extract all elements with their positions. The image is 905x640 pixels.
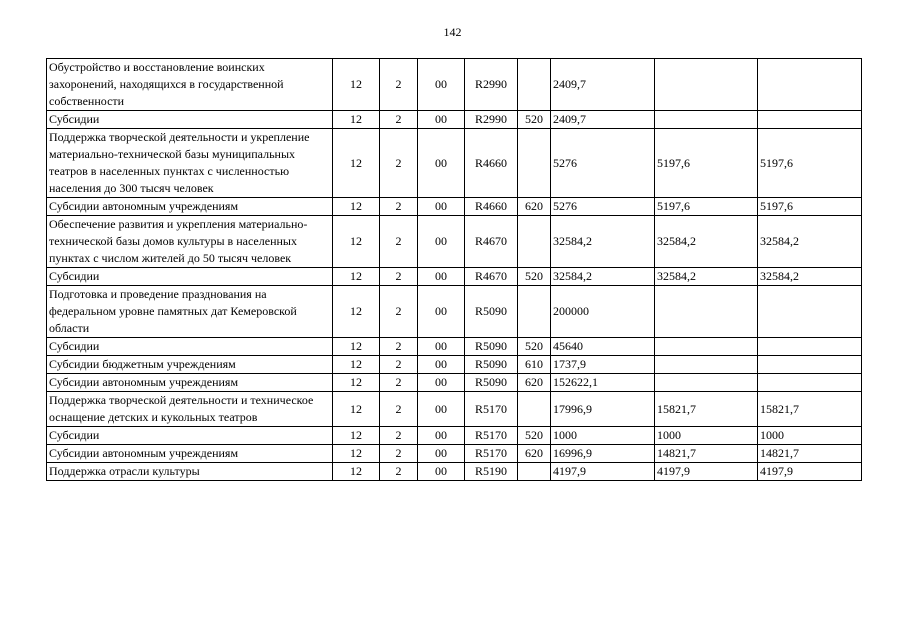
program-code: 00	[418, 374, 465, 392]
target-code: R4660	[465, 198, 518, 216]
amount-year-1: 16996,9	[551, 445, 655, 463]
table-row	[47, 445, 862, 463]
program-code: 00	[418, 216, 465, 268]
budget-table-body	[47, 59, 862, 481]
budget-table	[46, 58, 862, 481]
amount-year-2	[655, 338, 758, 356]
amount-year-3: 5197,6	[758, 198, 862, 216]
row-name: Поддержка творческой деятельности и техническое оснащение детских и кукольных театров	[47, 392, 333, 427]
section-code: 12	[333, 445, 380, 463]
row-name: Поддержка отрасли культуры	[47, 463, 333, 481]
subsection-code: 2	[380, 463, 418, 481]
target-code: R2990	[465, 59, 518, 111]
subsection-code: 2	[380, 374, 418, 392]
expense-type-code: 620	[518, 198, 551, 216]
amount-year-3: 4197,9	[758, 463, 862, 481]
row-name: Субсидии	[47, 427, 333, 445]
program-code: 00	[418, 268, 465, 286]
subsection-code: 2	[380, 216, 418, 268]
target-code: R5190	[465, 463, 518, 481]
section-code: 12	[333, 268, 380, 286]
row-name: Субсидии автономным учреждениям	[47, 374, 333, 392]
expense-type-code	[518, 286, 551, 338]
subsection-code: 2	[380, 129, 418, 198]
amount-year-1: 4197,9	[551, 463, 655, 481]
table-row	[47, 392, 862, 427]
section-code: 12	[333, 427, 380, 445]
amount-year-3: 32584,2	[758, 216, 862, 268]
table-row	[47, 356, 862, 374]
target-code: R5170	[465, 445, 518, 463]
amount-year-3: 5197,6	[758, 129, 862, 198]
subsection-code: 2	[380, 392, 418, 427]
amount-year-1: 2409,7	[551, 111, 655, 129]
program-code: 00	[418, 445, 465, 463]
amount-year-2	[655, 59, 758, 111]
table-row	[47, 59, 862, 111]
amount-year-1: 2409,7	[551, 59, 655, 111]
section-code: 12	[333, 111, 380, 129]
subsection-code: 2	[380, 427, 418, 445]
amount-year-2: 32584,2	[655, 216, 758, 268]
page-number: 142	[443, 25, 462, 39]
section-code: 12	[333, 392, 380, 427]
table-row	[47, 216, 862, 268]
subsection-code: 2	[380, 445, 418, 463]
amount-year-1: 1000	[551, 427, 655, 445]
expense-type-code: 610	[518, 356, 551, 374]
section-code: 12	[333, 286, 380, 338]
amount-year-3	[758, 111, 862, 129]
target-code: R5090	[465, 356, 518, 374]
row-name: Субсидии бюджетным учреждениям	[47, 356, 333, 374]
table-row	[47, 338, 862, 356]
program-code: 00	[418, 427, 465, 445]
program-code: 00	[418, 392, 465, 427]
target-code: R5090	[465, 338, 518, 356]
row-name: Субсидии	[47, 268, 333, 286]
row-name: Обеспечение развития и укрепления материально-технической базы домов культуры в населенных пунктах с числом жителей до 50 тысяч человек	[47, 216, 333, 268]
section-code: 12	[333, 129, 380, 198]
row-name: Субсидии	[47, 111, 333, 129]
amount-year-3: 14821,7	[758, 445, 862, 463]
amount-year-3	[758, 374, 862, 392]
row-name: Обустройство и восстановление воинских захоронений, находящихся в государственной собственности	[47, 59, 333, 111]
amount-year-2	[655, 286, 758, 338]
expense-type-code: 520	[518, 338, 551, 356]
amount-year-1: 32584,2	[551, 216, 655, 268]
target-code: R5170	[465, 427, 518, 445]
table-row	[47, 111, 862, 129]
table-row	[47, 427, 862, 445]
amount-year-1: 152622,1	[551, 374, 655, 392]
program-code: 00	[418, 59, 465, 111]
amount-year-2: 32584,2	[655, 268, 758, 286]
subsection-code: 2	[380, 286, 418, 338]
expense-type-code	[518, 59, 551, 111]
expense-type-code: 520	[518, 111, 551, 129]
table-row	[47, 374, 862, 392]
amount-year-2	[655, 111, 758, 129]
target-code: R5090	[465, 286, 518, 338]
amount-year-3	[758, 59, 862, 111]
row-name: Субсидии автономным учреждениям	[47, 445, 333, 463]
section-code: 12	[333, 338, 380, 356]
row-name: Поддержка творческой деятельности и укрепление материально-технической базы муниципальных театров в населенных пунктах с численностью населения до 300 тысяч человек	[47, 129, 333, 198]
program-code: 00	[418, 111, 465, 129]
expense-type-code: 520	[518, 268, 551, 286]
row-name: Подготовка и проведение празднования на федеральном уровне памятных дат Кемеровской области	[47, 286, 333, 338]
amount-year-2: 4197,9	[655, 463, 758, 481]
program-code: 00	[418, 286, 465, 338]
table-row	[47, 129, 862, 198]
program-code: 00	[418, 129, 465, 198]
program-code: 00	[418, 463, 465, 481]
target-code: R5090	[465, 374, 518, 392]
target-code: R5170	[465, 392, 518, 427]
amount-year-2: 14821,7	[655, 445, 758, 463]
subsection-code: 2	[380, 268, 418, 286]
section-code: 12	[333, 216, 380, 268]
subsection-code: 2	[380, 198, 418, 216]
section-code: 12	[333, 463, 380, 481]
expense-type-code: 620	[518, 374, 551, 392]
expense-type-code	[518, 392, 551, 427]
amount-year-2: 5197,6	[655, 129, 758, 198]
section-code: 12	[333, 198, 380, 216]
target-code: R2990	[465, 111, 518, 129]
amount-year-1: 1737,9	[551, 356, 655, 374]
row-name: Субсидии автономным учреждениям	[47, 198, 333, 216]
amount-year-2: 1000	[655, 427, 758, 445]
amount-year-1: 17996,9	[551, 392, 655, 427]
program-code: 00	[418, 338, 465, 356]
program-code: 00	[418, 198, 465, 216]
amount-year-3	[758, 338, 862, 356]
amount-year-3: 15821,7	[758, 392, 862, 427]
amount-year-1: 32584,2	[551, 268, 655, 286]
section-code: 12	[333, 374, 380, 392]
target-code: R4670	[465, 216, 518, 268]
expense-type-code	[518, 216, 551, 268]
target-code: R4670	[465, 268, 518, 286]
subsection-code: 2	[380, 59, 418, 111]
row-name: Субсидии	[47, 338, 333, 356]
table-row	[47, 463, 862, 481]
target-code: R4660	[465, 129, 518, 198]
table-row	[47, 198, 862, 216]
amount-year-3: 32584,2	[758, 268, 862, 286]
amount-year-1: 5276	[551, 129, 655, 198]
expense-type-code	[518, 463, 551, 481]
expense-type-code: 620	[518, 445, 551, 463]
amount-year-3	[758, 286, 862, 338]
amount-year-3: 1000	[758, 427, 862, 445]
amount-year-1: 200000	[551, 286, 655, 338]
expense-type-code: 520	[518, 427, 551, 445]
section-code: 12	[333, 356, 380, 374]
amount-year-2: 15821,7	[655, 392, 758, 427]
table-row	[47, 286, 862, 338]
subsection-code: 2	[380, 111, 418, 129]
amount-year-3	[758, 356, 862, 374]
amount-year-1: 5276	[551, 198, 655, 216]
amount-year-2: 5197,6	[655, 198, 758, 216]
amount-year-1: 45640	[551, 338, 655, 356]
subsection-code: 2	[380, 338, 418, 356]
subsection-code: 2	[380, 356, 418, 374]
amount-year-2	[655, 374, 758, 392]
table-row	[47, 268, 862, 286]
program-code: 00	[418, 356, 465, 374]
amount-year-2	[655, 356, 758, 374]
section-code: 12	[333, 59, 380, 111]
expense-type-code	[518, 129, 551, 198]
